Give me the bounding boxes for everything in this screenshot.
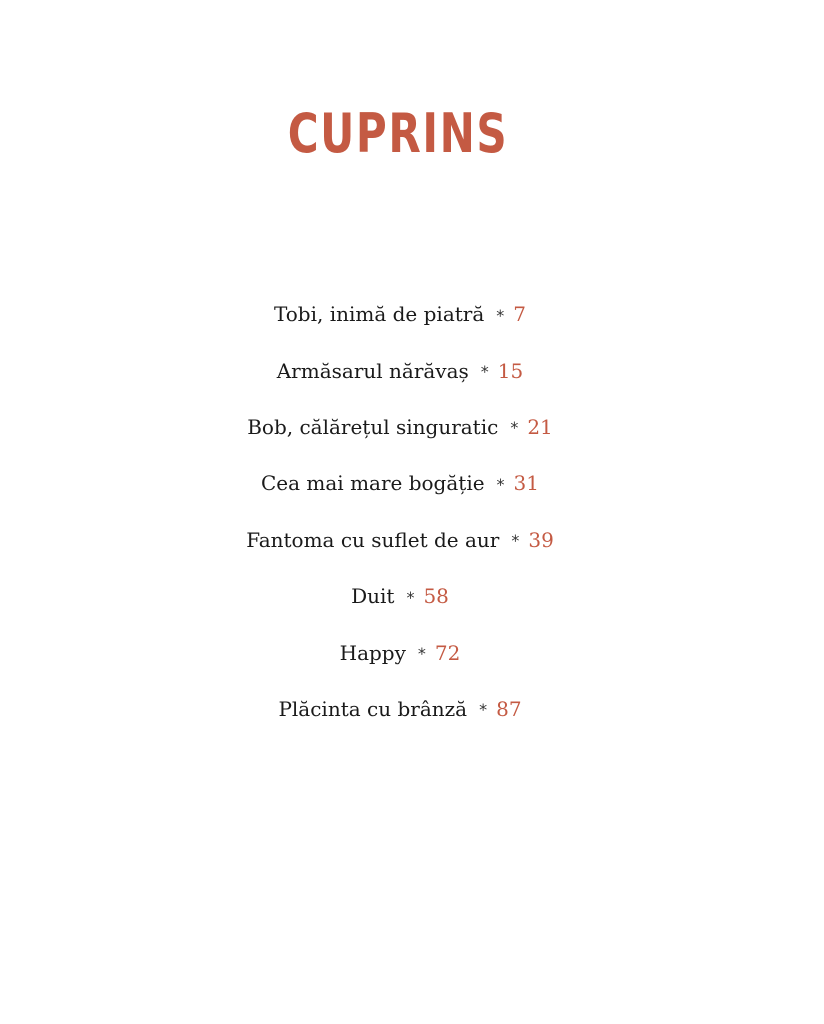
toc-entry-title: Bob, călărețul singuratic <box>247 414 499 439</box>
toc-entry-page: 87 <box>496 696 522 721</box>
toc-entry-page: 39 <box>528 527 554 552</box>
toc-entry-page: 15 <box>497 358 524 383</box>
toc-entry <box>0 455 800 511</box>
toc-separator: * <box>480 362 489 382</box>
toc-separator: * <box>510 418 519 438</box>
toc-entry-page: 58 <box>423 584 449 609</box>
toc-entry-title: Tobi, inimă de piatră <box>273 302 485 327</box>
toc-entry <box>0 342 800 398</box>
toc-separator: * <box>511 531 520 551</box>
toc-entry <box>0 286 800 342</box>
toc-separator: * <box>496 474 505 494</box>
toc-entry <box>0 512 800 568</box>
toc-entry-title: Cea mai mare bogăție <box>261 471 485 496</box>
toc-entry-title: Happy <box>339 640 406 665</box>
toc-entry-title: Plăcinta cu brânză <box>278 696 468 721</box>
toc-entry-page: 31 <box>513 471 539 496</box>
toc-entry <box>0 624 800 680</box>
toc-separator: * <box>479 700 488 720</box>
page-title: CUPRINS <box>287 102 509 165</box>
toc-entry <box>0 681 800 737</box>
toc-separator: * <box>406 587 415 607</box>
toc-entry-page: 72 <box>434 640 461 665</box>
toc-entry-title: Duit <box>351 584 395 609</box>
toc-entry-title: Fantoma cu suflet de aur <box>246 527 500 552</box>
toc-list <box>0 286 800 737</box>
toc-entry <box>0 568 800 624</box>
toc-separator: * <box>496 305 505 325</box>
toc-separator: * <box>417 644 426 664</box>
toc-entry-page: 7 <box>513 302 527 327</box>
toc-entry-page: 21 <box>527 414 553 439</box>
toc-entry-title: Armăsarul nărăvaș <box>276 358 469 383</box>
toc-entry <box>0 399 800 455</box>
